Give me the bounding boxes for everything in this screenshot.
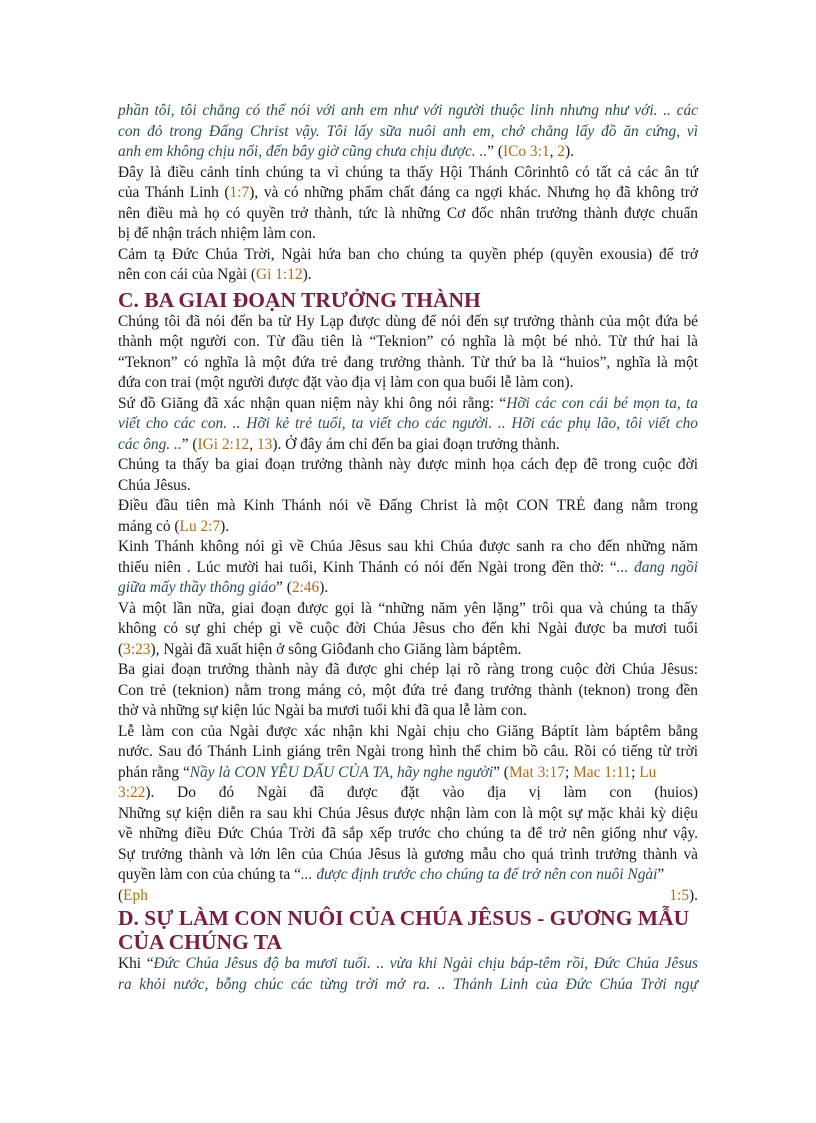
text-run: bị để nhận trách nhiệm làm con. <box>118 225 316 242</box>
text-run: ” ( <box>181 435 198 453</box>
scripture-reference-link[interactable]: 2 <box>557 143 565 160</box>
text-run: Và một lần nữa, giai đoạn được gọi là “những năm yên lặng” trôi qua và chúng ta thấy <box>118 599 698 617</box>
text-run: Kinh Thánh không nói gì về Chúa Jêsus sau khi Chúa được sanh ra cho đến những năm <box>118 538 698 555</box>
text-run: Chúng ta thấy ba giai đoạn trưởng thành này được minh họa cách đẹp đẽ trong cuộc đời <box>118 456 698 473</box>
text-line <box>118 640 698 661</box>
quoted-text: ... được định trước cho chúng ta để trở nên con nuôi Ngài <box>300 866 658 883</box>
text-run: nên điều mà họ có quyền trở thành, tức là những Cơ đốc nhân trưởng thành được chuẩn <box>118 204 698 222</box>
text-run: Chúng tôi đã nói đến ba từ Hy Lạp được dùng để nói đến sự trưởng thành của một đứa bé <box>118 312 698 330</box>
text-run: Con trẻ (teknion) nằm trong máng cỏ, một đứa trẻ đang trưởng thành (teknon) trong đền <box>118 681 698 699</box>
paragraph-block-section-d <box>118 954 698 995</box>
text-run: Khi “ <box>118 955 154 972</box>
text-run: thành một người con. Từ đầu tiên là “Teknion” có nghĩa là một bé nhỏ. Từ thứ hai là <box>118 333 698 350</box>
text-line <box>118 224 698 245</box>
scripture-reference-link[interactable]: 3:22 <box>118 784 146 801</box>
text-run: không có sự ghi chép gì về cuộc đời Chúa Jêsus cho đến khi Ngài được ba mươi tuổi <box>118 620 698 637</box>
scripture-reference-link[interactable]: 1:7 <box>229 184 250 201</box>
quoted-text: Đức Chúa Jêsus độ ba mươi tuổi. .. vừa khi Ngài chịu báp-têm rồi, Đức Chúa Jêsus <box>153 955 698 972</box>
text-line <box>118 435 698 456</box>
quoted-text: ... đang ngồi <box>616 558 698 576</box>
text-run: ” ( <box>487 143 503 160</box>
text-run: thiếu niên . Lúc mười hai tuổi, Kinh Thánh có nói đến Ngài trong đền thờ: “ <box>118 558 617 576</box>
text-run: Cảm tạ Đức Chúa Trời, Ngài hứa ban cho chúng ta quyền phép (quyền exousia) để trở <box>118 245 698 263</box>
text-run: nước. Sau đó Thánh Linh giáng trên Ngài trong hình thể chim bồ câu. Rồi có tiếng từ trời <box>118 743 698 760</box>
text-line <box>118 142 698 163</box>
text-run: ” <box>657 866 665 883</box>
heading-section-d-line-2: CỦA CHÚNG TA <box>118 930 283 954</box>
text-line <box>118 332 698 353</box>
paragraph-block-section-c <box>118 312 698 907</box>
text-line <box>118 353 698 374</box>
text-line <box>118 599 698 620</box>
text-run: ). <box>689 886 698 904</box>
scripture-reference-link[interactable]: Gi 1:12 <box>256 266 303 283</box>
text-run: ” ( <box>493 763 509 781</box>
quoted-text: con đỏ trong Đấng Christ vậy. Tôi lấy sữa nuôi anh em, chớ chẳng lấy đồ ăn cứng, vì <box>118 122 698 140</box>
text-line <box>118 204 698 225</box>
quoted-text: ra khỏi nước, bỗng chúc các từng trời mở ra. .. Thánh Linh của Đức Chúa Trời ngự <box>118 975 698 993</box>
text-line <box>118 558 698 579</box>
heading-section-d-line-1: D. SỰ LÀM CON NUÔI CỦA CHÚA JÊSUS - GƯƠNG MẪU <box>118 906 690 930</box>
text-run: Chúa Jêsus. <box>118 476 191 494</box>
scripture-reference-link[interactable]: 13 <box>256 435 273 453</box>
quoted-text: phần tôi, tôi chẳng có thể nói với anh em như với người thuộc linh nhưng như với. .. các <box>118 102 698 119</box>
text-run: máng cỏ ( <box>118 517 180 535</box>
text-line <box>118 701 698 722</box>
scripture-reference-link[interactable]: Eph 1:5 <box>123 886 690 904</box>
text-run: phán rằng “ <box>118 763 190 781</box>
text-line <box>118 954 698 975</box>
text-line <box>118 804 698 825</box>
text-run: Điều đầu tiên mà Kinh Thánh nói về Đấng Christ là một CON TRẺ đang nằm trong <box>118 497 698 514</box>
text-run: ; <box>631 763 640 781</box>
text-line <box>118 517 698 538</box>
text-line <box>118 578 698 599</box>
text-line <box>118 742 698 763</box>
document-page <box>118 101 698 995</box>
text-line <box>118 414 698 435</box>
text-line <box>118 660 698 681</box>
text-run: , <box>249 435 257 453</box>
text-line <box>118 245 698 266</box>
text-run: ), và có những phẩm chất đáng ca ngợi khác. Nhưng họ đã không trở <box>249 184 698 201</box>
text-line <box>118 845 698 866</box>
text-line <box>118 265 698 286</box>
scripture-reference-link[interactable]: Lu 2:7 <box>179 517 221 535</box>
text-run: “Teknon” có nghĩa là một đứa trẻ đang trưởng thành. Từ thứ ba là “huios”, nghĩa là một <box>118 353 698 371</box>
text-line <box>118 783 698 804</box>
text-line <box>118 619 698 640</box>
text-line <box>118 312 698 333</box>
scripture-reference-link[interactable]: IGi 2:12 <box>197 435 250 453</box>
text-run: quyền làm con của chúng ta “ <box>118 866 301 883</box>
text-run: Sứ đồ Giăng đã xác nhận quan niệm này khi ông nói rằng: “ <box>118 394 507 412</box>
scripture-reference-link[interactable]: ICo 3:1 <box>502 143 550 160</box>
text-line <box>118 373 698 394</box>
quoted-text: viết cho các con. .. Hỡi kẻ trẻ tuổi, ta viết cho các người. .. Hỡi các phụ lão, tôi viết cho <box>118 415 698 432</box>
scripture-reference-link[interactable]: 3:23 <box>123 640 151 658</box>
text-run: đứa con trai (một người được đặt vào địa vị làm con qua buổi lễ làm con). <box>118 374 574 391</box>
quoted-text: Nầy là CON YÊU DẤU CỦA TA, hãy nghe người <box>189 763 494 781</box>
scripture-reference-link[interactable]: 2:46 <box>291 579 320 596</box>
text-line <box>118 886 698 907</box>
text-line <box>118 476 698 497</box>
text-run: ). <box>319 579 329 596</box>
text-run: ), Ngài đã xuất hiện ở sông Giôđanh cho Giăng làm báptêm. <box>150 640 522 658</box>
scripture-reference-link[interactable]: Mac 1:11 <box>573 763 632 781</box>
text-line <box>118 101 698 122</box>
text-run: ). <box>220 517 230 535</box>
text-run: Sự trưởng thành và lớn lên của Chúa Jêsus là gương mẫu cho quá trình trưởng thành và <box>118 845 698 863</box>
text-run: Lễ làm con của Ngài được xác nhận khi Ngài chịu cho Giăng Báptít làm báptêm bằng <box>118 722 698 740</box>
text-line <box>118 537 698 558</box>
paragraph-block-intro <box>118 101 698 286</box>
text-line <box>118 975 698 996</box>
text-run: ). <box>302 266 312 283</box>
text-run: ). <box>565 143 574 160</box>
text-line <box>118 824 698 845</box>
text-line <box>118 163 698 184</box>
scripture-reference-link[interactable]: Lu <box>639 763 657 781</box>
text-run: ). Do đó Ngài đã được đặt vào địa vị làm con (huios) <box>145 784 698 801</box>
text-run: ( <box>118 640 124 658</box>
text-line <box>118 455 698 476</box>
text-line <box>118 183 698 204</box>
text-line <box>118 394 698 415</box>
text-run: ; <box>564 763 574 781</box>
text-run: ” ( <box>276 579 292 596</box>
text-run: ). Ở đây ám chỉ đến ba giai đoạn trưởng thành. <box>272 435 560 453</box>
text-run: ( <box>118 886 124 904</box>
quoted-text: Hỡi các con cái bé mọn ta, ta <box>506 394 699 412</box>
text-line <box>118 681 698 702</box>
text-run: Những sự kiện diễn ra sau khi Chúa Jêsus được nhận làm con là một sự mặc khải kỳ diệu <box>118 804 698 822</box>
text-line <box>118 722 698 743</box>
scripture-reference-link[interactable]: Mat 3:17 <box>508 763 565 781</box>
text-run: Đây là điều cảnh tỉnh chúng ta vì chúng ta thấy Hội Thánh Côrinhtô có tất cả các ân tứ <box>118 163 698 181</box>
text-run: của Thánh Linh ( <box>118 184 230 201</box>
text-line <box>118 496 698 517</box>
quoted-text: các ông. .. <box>118 435 182 453</box>
quoted-text: giữa mấy thầy thông giáo <box>118 579 277 596</box>
quoted-text: anh em không chịu nổi, đến bây giờ cũng chưa chịu được. .. <box>118 143 488 160</box>
heading-section-c: C. BA GIAI ĐOẠN TRƯỞNG THÀNH <box>118 287 481 312</box>
text-run: Ba giai đoạn trưởng thành này đã được ghi chép lại rõ ràng trong cuộc đời Chúa Jêsus: <box>118 661 698 678</box>
text-run: thờ và những sự kiện lúc Ngài ba mươi tuổi khi đã qua lễ làm con. <box>118 702 527 719</box>
text-run: về những điều Đức Chúa Trời đã sắp xếp trước cho chúng ta để trở nên giống như vậy. <box>118 825 698 842</box>
text-run: , <box>549 143 558 160</box>
text-line <box>118 122 698 143</box>
text-line <box>118 865 698 886</box>
text-line <box>118 763 698 784</box>
text-run: nên con cái của Ngài ( <box>118 266 257 283</box>
